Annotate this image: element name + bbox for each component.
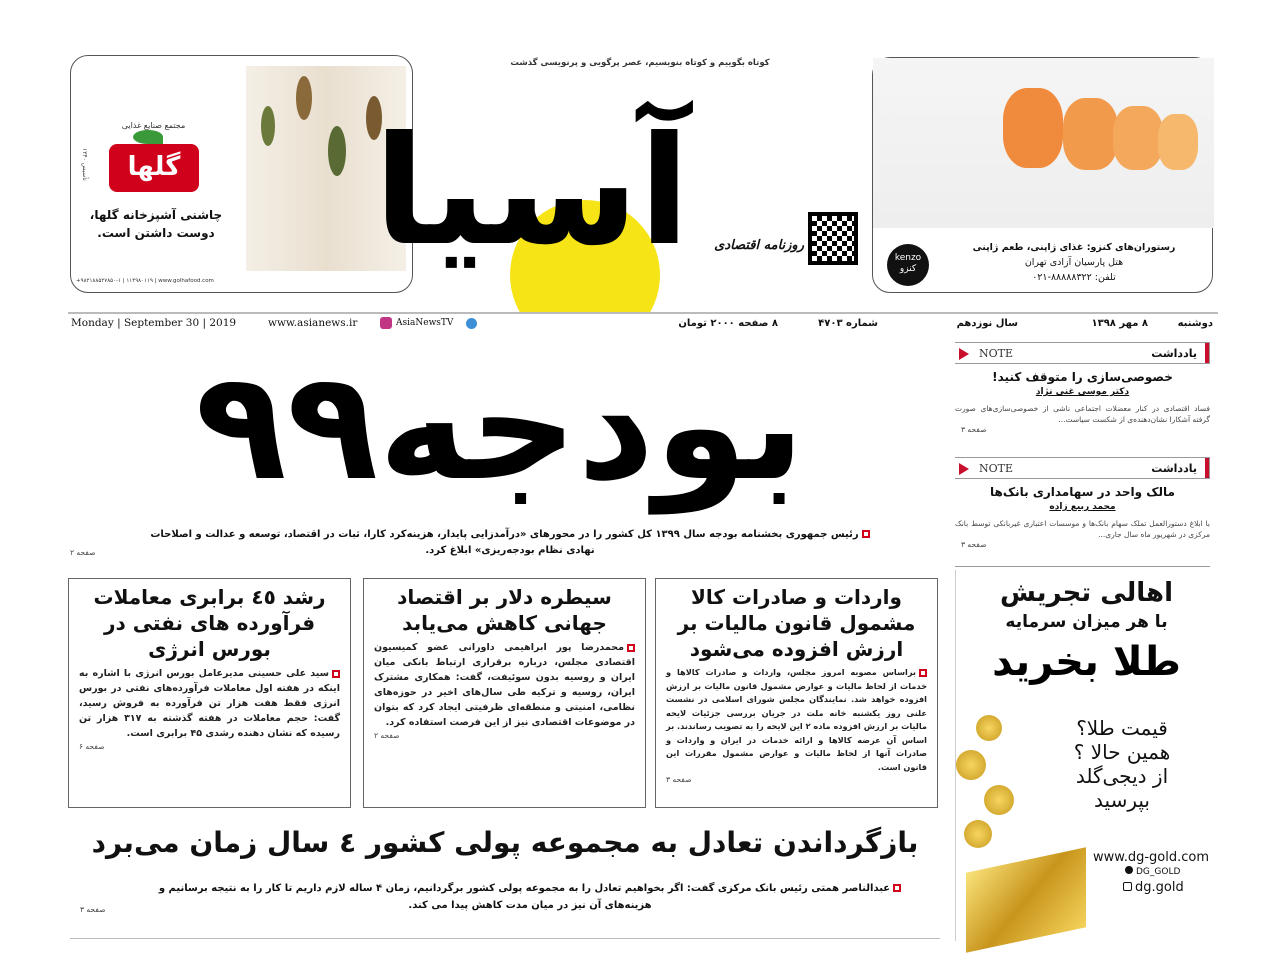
info-social[interactable]: AsiaNewsTV: [396, 318, 454, 328]
info-date: ۸ مهر ۱۳۹۸: [1091, 317, 1148, 329]
bullet-icon: [332, 670, 340, 678]
article-text: براساس مصوبه امروز مجلس، واردات و صادرات کالاها و خدمات از لحاظ مالیات و عوارض مشمول قانون مالیات بر ارزش افزوده خواهد شد. نمایندگان مجلس شورای اسلامی در نشست علنی روز یکشنبه خانه ملت در جریان بررسی جزئیات لایحه مالیات بر ارزش افزوده ماده ۲ این لایحه را به تصویب رساندند. بر اساس آن عرضه کالاها و ارائه خدمات در ایران و واردات و صادرات آنها از لحاظ مالیات و عوارض مشمول مقررات این قانون است.: [666, 667, 927, 772]
ad-company: مجتمع صنایع غذایی: [121, 121, 186, 130]
article-text: سید علی حسینی مدیرعامل بورس انرژی با اشاره به اینکه در هفته اول معاملات فرآورده‌های نفتی در بورس انرژی فقط هفت هزار تن فرآورده به فروش رسید، گفت: حجم معاملات در هفته گذشته به ۳۱۷ هزار تن رسیده که نشان دهنده رشدی ۴۵ برابری است.: [79, 668, 341, 739]
bottom-page: صفحه ۳: [80, 905, 106, 914]
note-page: صفحه ۳: [961, 425, 987, 434]
main-headline[interactable]: بودجه۹۹: [195, 340, 805, 514]
article-page: صفحه ۲: [374, 731, 400, 740]
note-page: صفحه ۳: [961, 540, 987, 549]
info-pages-price: ۸ صفحه ۲۰۰۰ تومان: [678, 317, 778, 329]
note-label-en: NOTE: [979, 461, 1014, 475]
masthead-tagline: کوتاه بگوییم و کوتاه بنویسیم، عصر پرگویی و پرنویسی گذشت: [510, 58, 770, 68]
ad-line-3: تلفن: ۸۸۸۸۸۳۲۲-۰۲۱: [1032, 272, 1116, 283]
arrow-icon: [959, 463, 969, 475]
qr-code[interactable]: [808, 212, 858, 265]
gold-ad-line-3: طلا بخرید: [992, 639, 1181, 685]
gold-ad-website[interactable]: www.dg-gold.com: [1093, 850, 1209, 865]
note-label-en: NOTE: [979, 346, 1014, 360]
masthead-subtitle: روزنامه اقتصادی: [714, 238, 804, 253]
bullet-icon: [919, 669, 927, 677]
ad-slogan-2: دوست داشتن است.: [97, 226, 215, 240]
note-title: مالک واحد در سهامداری بانک‌ها: [990, 485, 1175, 499]
bottom-headline[interactable]: بازگرداندن تعادل به مجموعه پولی کشور ٤ سال زمان می‌برد: [91, 826, 919, 859]
kenzo-ad[interactable]: [872, 57, 1213, 293]
gold-ad[interactable]: [955, 570, 1217, 941]
sushi-image: [873, 58, 1214, 228]
coin-icon: [964, 820, 992, 848]
gold-ad-line-2: با هر میزان سرمایه: [1005, 612, 1168, 632]
article-page: صفحه ۶: [79, 742, 105, 751]
note-title: خصوصی‌سازی را متوقف کنید!: [992, 370, 1173, 384]
gold-ad-instagram[interactable]: dg.gold: [1135, 880, 1184, 895]
article-title[interactable]: سیطره دلار بر اقتصاد جهانی کاهش می‌یابد: [397, 585, 612, 635]
ad-line-2: هتل پارسیان آزادی تهران: [1024, 257, 1124, 268]
kenzo-logo: kenzo کنزو: [887, 244, 929, 286]
main-page: صفحه ۲: [70, 548, 96, 557]
ad-since: تأسیس ۱۳۴۰: [81, 148, 88, 181]
golha-ad[interactable]: [70, 55, 413, 293]
note-label: یادداشت: [1151, 461, 1197, 475]
info-day: دوشنبه: [1177, 317, 1213, 329]
gold-ad-line-1: اهالی تجریش: [999, 578, 1173, 608]
gold-ad-line-4: قیمت طلا؟: [1076, 716, 1168, 740]
note-2[interactable]: [955, 457, 1210, 549]
coin-icon: [984, 785, 1014, 815]
bullet-icon: [862, 530, 870, 538]
bullet-icon: [893, 884, 901, 892]
instagram-icon: [380, 317, 392, 329]
ad-contacts: +۹۸۲۱۸۸۵۲۷۸۵۰-۱ | ۱۱۴۹۸۰۱۱۹ | www.golhafood.com: [76, 278, 214, 284]
note-author: دکتر موسی غنی نژاد: [1035, 387, 1130, 397]
bottom-text: عبدالناصر همتی رئیس بانک مرکزی گفت: اگر بخواهیم تعادل را به مجموعه پولی کشور برگردانیم، زمان ۴ ساله لازم داریم تا کار را به نتیجه برسانیم و هزینه‌های آن نیز در میان مدت کاهش پیدا می کند.: [158, 883, 891, 911]
coin-icon: [956, 750, 986, 780]
article-3[interactable]: [68, 578, 351, 808]
note-text: فساد اقتصادی در کنار معضلات اجتماعی ناشی از خصوصی‌سازی‌های صورت گرفته آشکارا نشان‌دهنده‌ی از شکست سیاست...: [955, 404, 1210, 424]
article-title[interactable]: واردات و صادرات کالا مشمول قانون مالیات بر ارزش افزوده می‌شود: [677, 585, 916, 661]
info-issue: شماره ۴۷۰۳: [818, 317, 878, 329]
bullet-icon: [627, 644, 635, 652]
leaf-icon: [133, 130, 163, 144]
article-1[interactable]: [655, 578, 938, 808]
ad-slogan-1: چاشنی آشپزخانه گلها،: [89, 208, 223, 222]
note-1[interactable]: [955, 342, 1210, 434]
coin-icon: [976, 715, 1002, 741]
note-author: محمد ربیع زاده: [1049, 502, 1116, 512]
main-lead: رئیس جمهوری بخشنامه بودجه سال ۱۳۹۹ کل کشور را در محورهای «درآمدزایی پایدار، هزینه‌کرد کارا، ثبات در اقتصاد، توسعه و عدالت و اصلاحات نهادی نظام بودجه‌ریزی» ابلاغ کرد.: [150, 529, 859, 556]
article-page: صفحه ۳: [666, 775, 692, 784]
telegram-icon: [1125, 866, 1133, 874]
note-label: یادداشت: [1151, 346, 1197, 360]
ad-line-1: رستوران‌های کنزو: غذای ژاپنی، طعم ژاپنی: [972, 242, 1176, 253]
article-title[interactable]: رشد ٤٥ برابری معاملات فرآورده های نفتی در بورس انرژی: [93, 585, 326, 661]
info-en-date: Monday | September 30 | 2019: [71, 317, 237, 329]
gold-ad-line-5: همین حالا ؟: [1073, 740, 1171, 764]
info-bar: [68, 312, 1218, 332]
gold-ad-telegram[interactable]: DG_GOLD: [1136, 867, 1181, 877]
article-text: محمدرضا پور ابراهیمی داورانی عضو کمیسیون اقتصادی مجلس، درباره برقراری ارتباط بانکی میان ایران و روسیه بدون سوئیفت، گفت: همکاری مشترک ایران، روسیه و ترکیه طی سال‌های اخیر در حوزه‌های نظامی، امنیتی و منطقه‌ای ظرفیتی ایجاد کرد که بتوان در موضوعات اقتصادی نیز از این فرصت استفاده کرد.: [374, 642, 635, 728]
info-website[interactable]: www.asianews.ir: [268, 317, 358, 329]
instagram-icon: [1123, 882, 1132, 891]
note-text: با ابلاغ دستورالعمل تملک سهام بانک‌ها و موسسات اعتباری غیربانکی توسط بانک مرکزی در شهریور ماه سال جاری...: [955, 519, 1210, 539]
gold-ad-line-7: بپرسید: [1094, 788, 1150, 812]
verified-icon: [466, 318, 477, 329]
golha-logo: گلها: [109, 144, 199, 192]
article-2[interactable]: [363, 578, 646, 808]
arrow-icon: [959, 348, 969, 360]
gold-bars-image: [966, 847, 1086, 953]
masthead-logo: آسیا: [373, 105, 690, 279]
gold-ad-line-6: از دیجی‌گلد: [1075, 764, 1169, 788]
info-year: سال نوزدهم: [956, 317, 1018, 329]
